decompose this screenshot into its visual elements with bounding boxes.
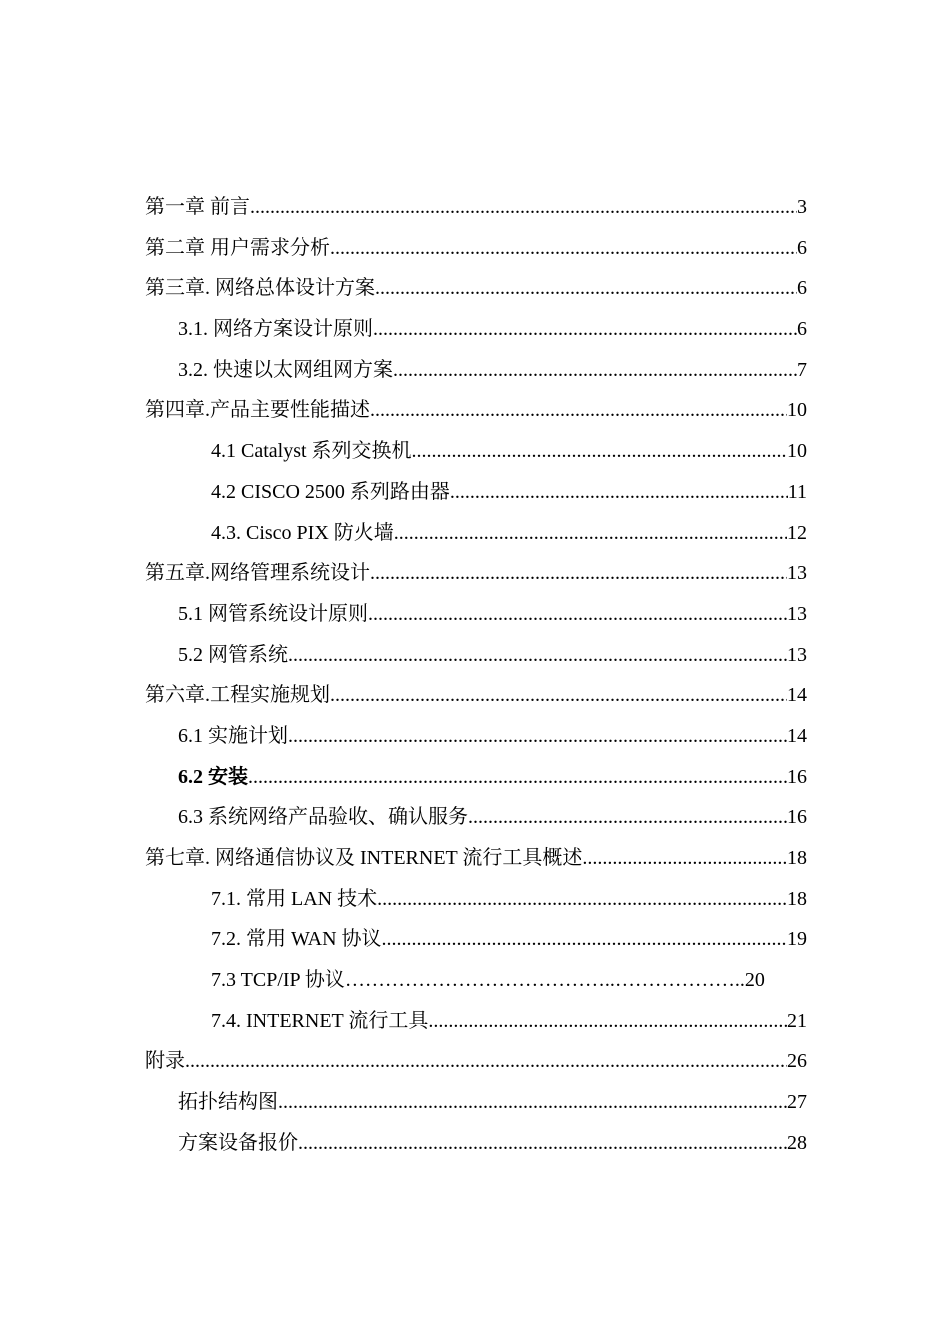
toc-entry-page: 13	[787, 643, 807, 666]
toc-entry-page: 7	[797, 358, 807, 381]
toc-entry-page: 19	[787, 928, 807, 951]
toc-entry[interactable]	[145, 635, 807, 676]
dot-leader	[288, 635, 787, 675]
toc-entry[interactable]	[145, 797, 807, 838]
toc-entry-page: 12	[787, 521, 807, 544]
toc-entry-page: 20	[744, 969, 765, 992]
toc-entry-title: 7.4. INTERNET 流行工具	[211, 1009, 429, 1032]
dot-leader	[368, 594, 787, 634]
dot-leader	[375, 268, 797, 308]
toc-entry[interactable]	[145, 879, 807, 920]
toc-entry[interactable]	[145, 390, 807, 431]
toc-entry[interactable]	[145, 675, 807, 716]
toc-entry-title: 第七章. 网络通信协议及 INTERNET 流行工具概述	[145, 847, 583, 869]
toc-entry-title: 附录	[145, 1050, 185, 1073]
toc-entry-page: 18	[787, 887, 807, 910]
toc-entry-title: 第六章.工程实施规划	[145, 684, 330, 707]
toc-entry[interactable]	[145, 594, 807, 635]
dot-leader	[582, 838, 787, 878]
dot-leader	[298, 1123, 787, 1163]
toc-entry-title: 第二章 用户需求分析	[145, 236, 330, 259]
toc-entry[interactable]	[145, 838, 807, 879]
toc-entry-title: 6.3 系统网络产品验收、确认服务	[178, 806, 468, 829]
toc-entry[interactable]	[145, 431, 807, 472]
toc-entry-page: 13	[787, 562, 807, 585]
dot-leader	[278, 1082, 787, 1122]
toc-entry-title: 5.1 网管系统设计原则	[178, 602, 368, 625]
toc-entry-page: 21	[787, 1009, 807, 1032]
toc-entry[interactable]	[145, 757, 807, 798]
toc-entry-page: 18	[787, 847, 807, 869]
dot-leader	[248, 757, 787, 797]
toc-entry[interactable]	[145, 350, 807, 391]
dot-leader	[370, 390, 787, 430]
toc-entry-page: 27	[787, 1091, 807, 1114]
toc-entry-page: 6	[797, 236, 807, 259]
toc-entry[interactable]	[145, 960, 807, 1001]
toc-entry[interactable]	[145, 1001, 807, 1042]
toc-entry-page: 6	[797, 318, 807, 341]
dot-leader	[468, 797, 787, 837]
toc-entry-title: 3.1. 网络方案设计原则	[178, 318, 373, 341]
toc-entry-title: 5.2 网管系统	[178, 643, 288, 666]
toc-entry-title: 拓扑结构图	[178, 1091, 278, 1114]
toc-entry-title: 4.3. Cisco PIX 防火墙	[211, 521, 394, 544]
toc-entry[interactable]	[145, 472, 807, 513]
dot-leader	[450, 472, 788, 512]
toc-entry-title: 4.1 Catalyst 系列交换机	[211, 440, 412, 463]
dot-leader	[428, 1001, 787, 1041]
dot-leader	[370, 553, 787, 593]
toc-entry-title: 第五章.网络管理系统设计	[145, 562, 370, 585]
toc-entry[interactable]	[145, 187, 807, 228]
toc-entry-page: 26	[787, 1050, 807, 1073]
dot-leader	[330, 675, 787, 715]
toc-entry-page: 16	[787, 765, 807, 788]
toc-entry-page: 10	[787, 440, 807, 463]
toc-entry[interactable]	[145, 513, 807, 554]
toc-entry-page: 6	[797, 277, 807, 300]
toc-entry-page: 14	[787, 724, 807, 747]
toc-entry-title: 4.2 CISCO 2500 系列路由器	[211, 480, 450, 503]
toc-entry-page: 11	[787, 480, 807, 503]
table-of-contents	[145, 187, 807, 1164]
dot-leader	[382, 919, 787, 959]
toc-entry[interactable]	[145, 1123, 807, 1164]
toc-entry-page: 14	[787, 684, 807, 707]
toc-entry[interactable]	[145, 919, 807, 960]
dot-leader	[393, 350, 797, 390]
toc-entry-page: 10	[787, 399, 807, 422]
toc-entry-page: 28	[787, 1131, 807, 1154]
dot-leader	[377, 879, 787, 919]
dot-leader	[250, 187, 797, 227]
dot-leader	[185, 1041, 787, 1081]
dot-leader	[394, 513, 787, 553]
toc-entry-page: 13	[787, 602, 807, 625]
toc-entry-title: 7.1. 常用 LAN 技术	[211, 887, 378, 910]
toc-entry[interactable]	[145, 1082, 807, 1123]
toc-entry-title: 3.2. 快速以太网组网方案	[178, 358, 393, 381]
toc-entry[interactable]	[145, 228, 807, 269]
dot-leader	[412, 431, 787, 471]
dot-leader	[288, 716, 787, 756]
toc-entry[interactable]	[145, 553, 807, 594]
toc-entry[interactable]	[145, 268, 807, 309]
toc-entry-title: 7.2. 常用 WAN 协议	[211, 928, 382, 951]
toc-entry-title: 第四章.产品主要性能描述	[145, 399, 370, 422]
toc-entry-title: 7.3 TCP/IP 协议…………………………………..………………..	[211, 969, 745, 992]
toc-entry-page: 3	[797, 196, 807, 218]
toc-entry-page: 16	[787, 806, 807, 829]
toc-entry-title: 第一章 前言	[145, 196, 250, 218]
toc-entry-title: 方案设备报价	[178, 1131, 298, 1154]
toc-entry[interactable]	[145, 309, 807, 350]
toc-entry-title: 第三章. 网络总体设计方案	[145, 277, 375, 300]
dot-leader	[373, 309, 797, 349]
toc-entry[interactable]	[145, 1041, 807, 1082]
dot-leader	[330, 228, 797, 268]
toc-entry-title: 6.1 实施计划	[178, 724, 288, 747]
toc-entry[interactable]	[145, 716, 807, 757]
toc-entry-title: 6.2 安装	[178, 765, 248, 788]
